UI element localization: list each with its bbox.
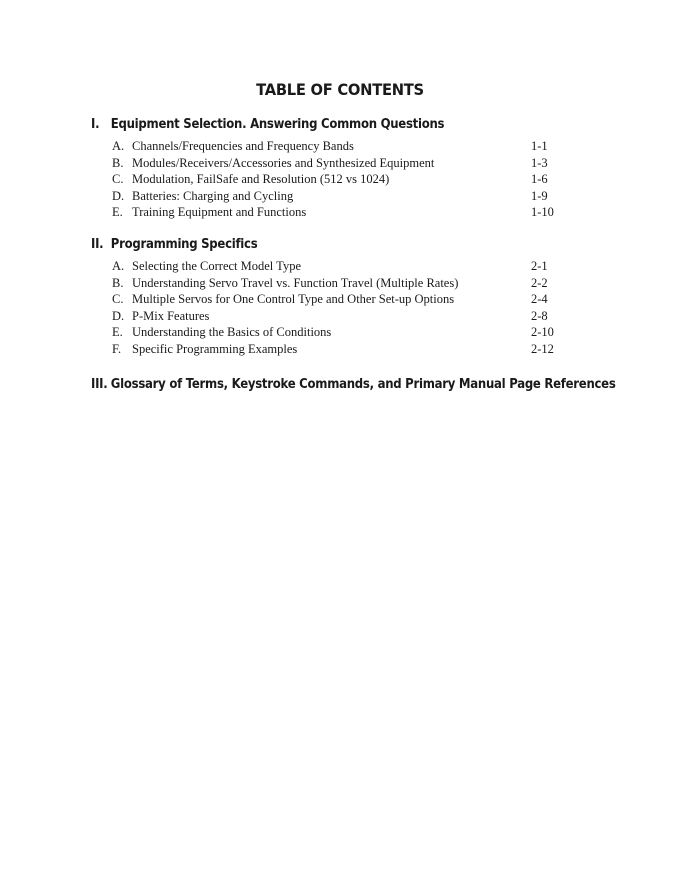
- item-text: Channels/Frequencies and Frequency Bands: [132, 139, 354, 153]
- section-heading: [91, 236, 559, 254]
- section-number: I.: [91, 117, 100, 132]
- page-title: TABLE OF CONTENTS: [256, 80, 424, 99]
- section-title: Programming Specifics: [110, 237, 258, 252]
- toc-item: [91, 324, 611, 341]
- item-text: Training Equipment and Functions: [132, 205, 307, 220]
- toc-item: [91, 204, 611, 221]
- item-text: Modulation, FailSafe and Resolution (512 vs 1024): [132, 172, 390, 187]
- item-letter: B.: [112, 275, 124, 290]
- item-letter: D.: [112, 308, 125, 323]
- item-page-ref: 1-6: [531, 172, 548, 187]
- item-text: Multiple Servos for One Control Type and Other Set-up Options: [132, 292, 455, 307]
- item-text: Understanding Servo Travel vs. Function Travel (Multiple Rates): [132, 275, 459, 290]
- item-page-ref: 2-1: [531, 259, 548, 273]
- item-letter: A.: [112, 259, 125, 273]
- item-letter: E.: [112, 325, 123, 340]
- section-title: Glossary of Terms, Keystroke Commands, and Primary Manual Page References: [110, 377, 616, 392]
- section-heading: [91, 376, 616, 394]
- section-number: II.: [91, 237, 104, 252]
- section-heading: [91, 116, 559, 134]
- toc-item: [91, 308, 611, 325]
- toc-item: [91, 341, 611, 358]
- item-text: Specific Programming Examples: [132, 341, 298, 356]
- item-text: P-Mix Features: [132, 308, 210, 323]
- toc-section-2: [91, 236, 611, 358]
- item-page-ref: 2-2: [531, 275, 548, 290]
- section-title: Equipment Selection. Answering Common Questions: [110, 117, 445, 132]
- item-letter: B.: [112, 155, 124, 170]
- section-number: III.: [91, 377, 108, 392]
- item-text: Selecting the Correct Model Type: [132, 259, 301, 273]
- item-text: Modules/Receivers/Accessories and Synthesized Equipment: [132, 155, 435, 170]
- item-page-ref: 2-10: [531, 325, 554, 340]
- toc-section-1: [91, 116, 611, 221]
- item-page-ref: 1-9: [531, 188, 548, 203]
- item-page-ref: 1-1: [531, 139, 548, 153]
- toc-item: [91, 275, 611, 292]
- item-page-ref: 2-8: [531, 308, 548, 323]
- item-text: Batteries: Charging and Cycling: [132, 188, 294, 203]
- item-letter: C.: [112, 172, 124, 187]
- item-text: Understanding the Basics of Conditions: [132, 325, 332, 340]
- item-page-ref: 1-3: [531, 155, 548, 170]
- item-page-ref: 1-10: [531, 205, 554, 220]
- toc-item-list: [91, 138, 611, 221]
- toc-item: [91, 138, 611, 155]
- item-letter: C.: [112, 292, 124, 307]
- toc-item-list: [91, 258, 611, 358]
- item-letter: D.: [112, 188, 125, 203]
- item-letter: F.: [112, 341, 122, 356]
- toc-item: [91, 171, 611, 188]
- item-letter: A.: [112, 139, 125, 153]
- item-page-ref: 2-12: [531, 341, 554, 356]
- item-letter: E.: [112, 205, 123, 220]
- toc-item: [91, 188, 611, 205]
- toc-item: [91, 155, 611, 172]
- toc-item: [91, 291, 611, 308]
- toc-section-3: [91, 376, 616, 394]
- toc-item: [91, 258, 611, 275]
- item-page-ref: 2-4: [531, 292, 548, 307]
